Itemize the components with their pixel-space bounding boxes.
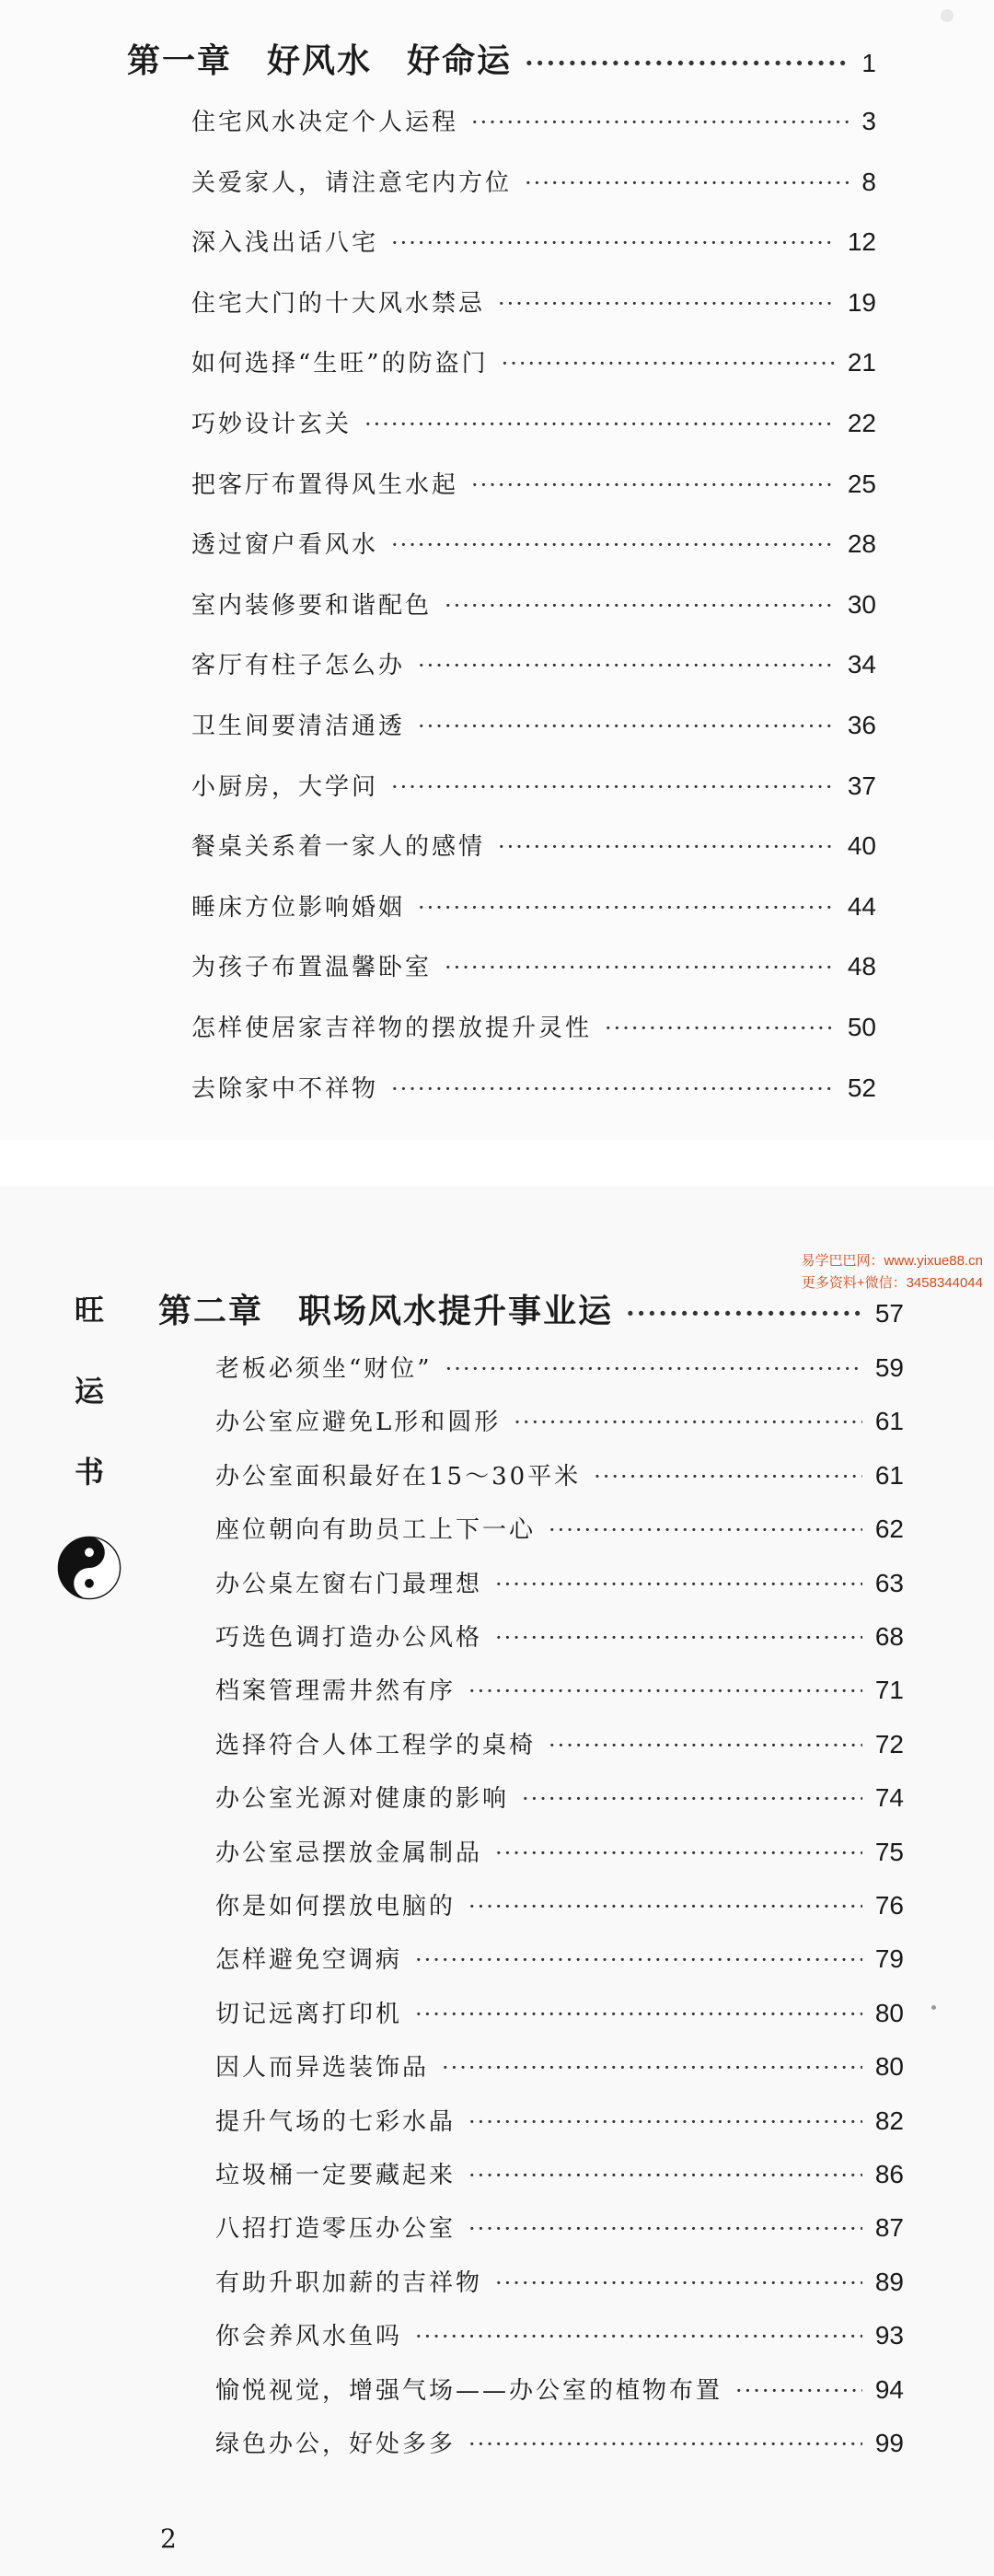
watermark-line-1: 易学巴巴网：www.yixue88.cn: [801, 1253, 983, 1269]
dot-leader: [468, 2163, 862, 2188]
toc-entry: [215, 1941, 904, 1975]
dot-leader: [468, 2109, 862, 2135]
entry-title: 透过窗户看风水: [191, 531, 379, 560]
dot-leader: [495, 1572, 862, 1597]
dot-leader: [418, 714, 835, 739]
toc-entry: [215, 1834, 904, 1868]
taiji-icon: [57, 1536, 121, 1600]
entry-page: 61: [874, 1407, 904, 1436]
dot-leader: [391, 1076, 835, 1102]
entry-title: 愉悦视觉，增强气场——办公室的植物布置: [215, 2376, 723, 2405]
entry-page: 86: [874, 2160, 904, 2188]
entry-page: 87: [874, 2213, 904, 2243]
entry-title: 巧选色调打造办公风格: [215, 1624, 483, 1652]
entry-page: 34: [847, 650, 876, 679]
entry-title: 八招打造零压办公室: [215, 2215, 457, 2244]
dot-leader: [415, 2324, 862, 2350]
entry-title: 办公室忌摆放金属制品: [215, 1839, 483, 1867]
entry-page: 37: [847, 771, 876, 800]
entry-page: 89: [874, 2267, 904, 2296]
dot-leader: [442, 2055, 862, 2081]
dot-leader: [415, 2002, 862, 2027]
entry-page: 80: [874, 1998, 904, 2027]
entry-title: 座位朝向有助员工上下一心: [215, 1516, 537, 1545]
toc-page-2: [0, 1186, 994, 2576]
toc-entry: [191, 707, 876, 741]
entry-title: 睡床方位影响婚姻: [191, 893, 406, 922]
toc-entry: [215, 2425, 904, 2459]
entry-title: 办公室面积最好在15～30平米: [215, 1462, 582, 1491]
toc-entry: [191, 344, 876, 378]
toc-entry: [191, 224, 876, 258]
dot-leader: [495, 1625, 862, 1651]
dot-leader: [522, 1786, 862, 1812]
entry-page: 93: [874, 2321, 904, 2350]
entry-page: 75: [874, 1837, 904, 1866]
entry-page: 30: [847, 589, 876, 619]
dot-leader: [418, 653, 835, 679]
chapter-title: 第二章 职场风水提升事业运: [158, 1292, 614, 1330]
entry-title: 老板必须坐“财位”: [215, 1355, 433, 1383]
entry-title: 垃圾桶一定要藏起来: [215, 2162, 457, 2189]
toc-entry: [215, 1457, 904, 1491]
entry-page: 94: [874, 2374, 904, 2404]
watermark-line-2: 更多资料+微信：3458344044: [801, 1275, 983, 1291]
page-number: 2: [160, 2524, 177, 2554]
dot-leader: [468, 1678, 862, 1704]
entry-page: 52: [847, 1073, 876, 1102]
entry-title: 住宅大门的十大风水禁忌: [191, 289, 486, 318]
entry-title: 有助升职加薪的吉祥物: [215, 2269, 483, 2297]
dot-leader: [468, 2431, 862, 2457]
entry-title: 绿色办公，好处多多: [215, 2431, 457, 2458]
toc-entry: [215, 1887, 904, 1921]
dot-leader: [735, 2378, 862, 2404]
entry-page: 62: [874, 1514, 904, 1544]
entry-title: 客厅有柱子怎么办: [191, 652, 406, 680]
entry-page: 59: [874, 1353, 904, 1382]
entry-title: 办公室光源对健康的影响: [215, 1785, 510, 1814]
chapter-1-heading: [127, 35, 876, 82]
dot-leader: [525, 170, 849, 196]
toc-entry: [191, 103, 876, 137]
entry-title: 办公桌左窗右门最理想: [215, 1570, 483, 1598]
entry-page: 68: [874, 1622, 904, 1651]
entry-page: 40: [847, 831, 876, 861]
dot-leader: [471, 472, 835, 498]
entry-page: 61: [874, 1460, 904, 1490]
toc-entry: [215, 1726, 904, 1760]
dot-leader: [445, 955, 835, 981]
entry-title: 餐桌关系着一家人的感情: [191, 833, 486, 862]
dot-leader: [594, 1464, 862, 1490]
entry-page: 22: [847, 409, 876, 437]
entry-page: 76: [874, 1891, 904, 1920]
entry-page: 12: [847, 227, 876, 257]
dot-leader: [495, 2270, 862, 2296]
entry-page: 8: [861, 167, 876, 196]
toc-entry: [215, 2210, 904, 2244]
dot-leader: [549, 1733, 862, 1758]
dot-leader: [468, 1894, 862, 1920]
paper-speck: [941, 9, 954, 22]
entry-title: 室内装修要和谐配色: [191, 591, 433, 620]
dot-leader: [471, 110, 849, 135]
toc-entry: [215, 2156, 904, 2190]
entry-page: 82: [874, 2106, 904, 2135]
entry-title: 住宅风水决定个人运程: [191, 109, 459, 136]
entry-title: 你会养风水鱼吗: [215, 2323, 403, 2351]
toc-entry: [215, 1403, 904, 1437]
entry-title: 因人而异选装饰品: [215, 2054, 430, 2083]
toc-entry: [191, 164, 876, 198]
dot-leader: [391, 230, 835, 256]
entry-title: 怎样避免空调病: [215, 1946, 403, 1975]
toc-entry: [191, 948, 876, 982]
dot-leader: [605, 1015, 835, 1041]
sidebar-char: 旺: [74, 1293, 104, 1328]
toc-entry: [191, 526, 876, 560]
toc-entry: [191, 1070, 876, 1104]
entry-page: 74: [874, 1783, 904, 1813]
entry-title: 你是如何摆放电脑的: [215, 1893, 457, 1920]
toc-entry: [191, 888, 876, 922]
toc-entry: [191, 405, 876, 439]
dot-leader: [626, 1298, 862, 1329]
entry-page: 80: [874, 2052, 904, 2082]
toc-entry: [215, 1350, 904, 1384]
dot-leader: [498, 834, 835, 860]
dot-leader: [502, 351, 835, 377]
toc-entry: [191, 466, 876, 500]
entry-page: 25: [847, 469, 876, 498]
entry-page: 79: [874, 1944, 904, 1974]
paper-speck: [931, 2005, 936, 2010]
sidebar-char: 书: [74, 1455, 104, 1490]
dot-leader: [468, 2216, 862, 2242]
toc-page-1: [0, 0, 994, 1140]
entry-page: 21: [847, 348, 876, 377]
chapter-2-heading: [158, 1285, 904, 1332]
entry-page: 72: [874, 1729, 904, 1758]
entry-title: 去除家中不祥物: [191, 1074, 379, 1103]
entry-title: 档案管理需井然有序: [215, 1677, 457, 1706]
entry-title: 如何选择“生旺”的防盗门: [191, 350, 489, 378]
dot-leader: [445, 593, 835, 619]
toc-entry: [191, 1009, 876, 1043]
entry-title: 深入浅出话八宅: [191, 229, 379, 258]
chapter-page: 1: [861, 49, 876, 77]
toc-entry: [191, 828, 876, 862]
entry-title: 选择符合人体工程学的桌椅: [215, 1731, 537, 1759]
toc-entry: [215, 2372, 904, 2406]
dot-leader: [418, 895, 835, 921]
sidebar-column: [57, 1287, 121, 1600]
entry-title: 小厨房，大学问: [191, 772, 379, 801]
dot-leader: [495, 1840, 862, 1866]
dot-leader: [415, 1947, 862, 1973]
entry-page: 36: [847, 711, 876, 739]
dot-leader: [391, 774, 835, 800]
entry-title: 巧妙设计玄关: [191, 411, 353, 438]
entry-page: 71: [874, 1676, 904, 1705]
entry-title: 关爱家人，请注意宅内方位: [191, 168, 513, 197]
entry-page: 3: [861, 107, 876, 135]
entry-title: 办公室应避免L形和圆形: [215, 1409, 502, 1437]
dot-leader: [364, 412, 835, 437]
entry-page: 63: [874, 1568, 904, 1597]
toc-entry: [191, 646, 876, 680]
toc-entry: [215, 2317, 904, 2351]
toc-entry: [215, 1995, 904, 2029]
entry-page: 28: [847, 529, 876, 559]
toc-entry: [215, 2103, 904, 2137]
sidebar-char: 运: [74, 1374, 104, 1409]
entry-page: 19: [847, 287, 876, 317]
toc-entry: [191, 768, 876, 802]
entry-title: 把客厅布置得风生水起: [191, 470, 459, 499]
toc-entry: [215, 1511, 904, 1545]
dot-leader: [498, 291, 835, 317]
chapter-title: 第一章 好风水 好命运: [127, 41, 513, 80]
entry-page: 50: [847, 1013, 876, 1041]
entry-title: 提升气场的七彩水晶: [215, 2107, 457, 2136]
toc-entry: [191, 284, 876, 319]
toc-entry: [215, 2048, 904, 2083]
dot-leader: [549, 1517, 862, 1543]
dot-leader: [391, 532, 835, 558]
entry-title: 为孩子布置温馨卧室: [191, 954, 433, 982]
entry-page: 48: [847, 952, 876, 981]
toc-entry: [215, 1672, 904, 1706]
dot-leader: [525, 48, 849, 78]
chapter-page: 57: [874, 1299, 904, 1328]
toc-entry: [215, 2264, 904, 2298]
toc-entry: [215, 1780, 904, 1814]
dot-leader: [445, 1356, 862, 1382]
toc-entry: [215, 1619, 904, 1653]
entry-title: 切记远离打印机: [215, 2000, 403, 2028]
entry-title: 怎样使居家吉祥物的摆放提升灵性: [191, 1015, 593, 1042]
toc-entry: [215, 1565, 904, 1599]
entry-title: 卫生间要清洁通透: [191, 713, 406, 740]
dot-leader: [514, 1410, 862, 1435]
page-gap: [0, 1140, 994, 1186]
toc-entry: [191, 586, 876, 621]
entry-page: 99: [874, 2429, 904, 2457]
entry-page: 44: [847, 891, 876, 921]
